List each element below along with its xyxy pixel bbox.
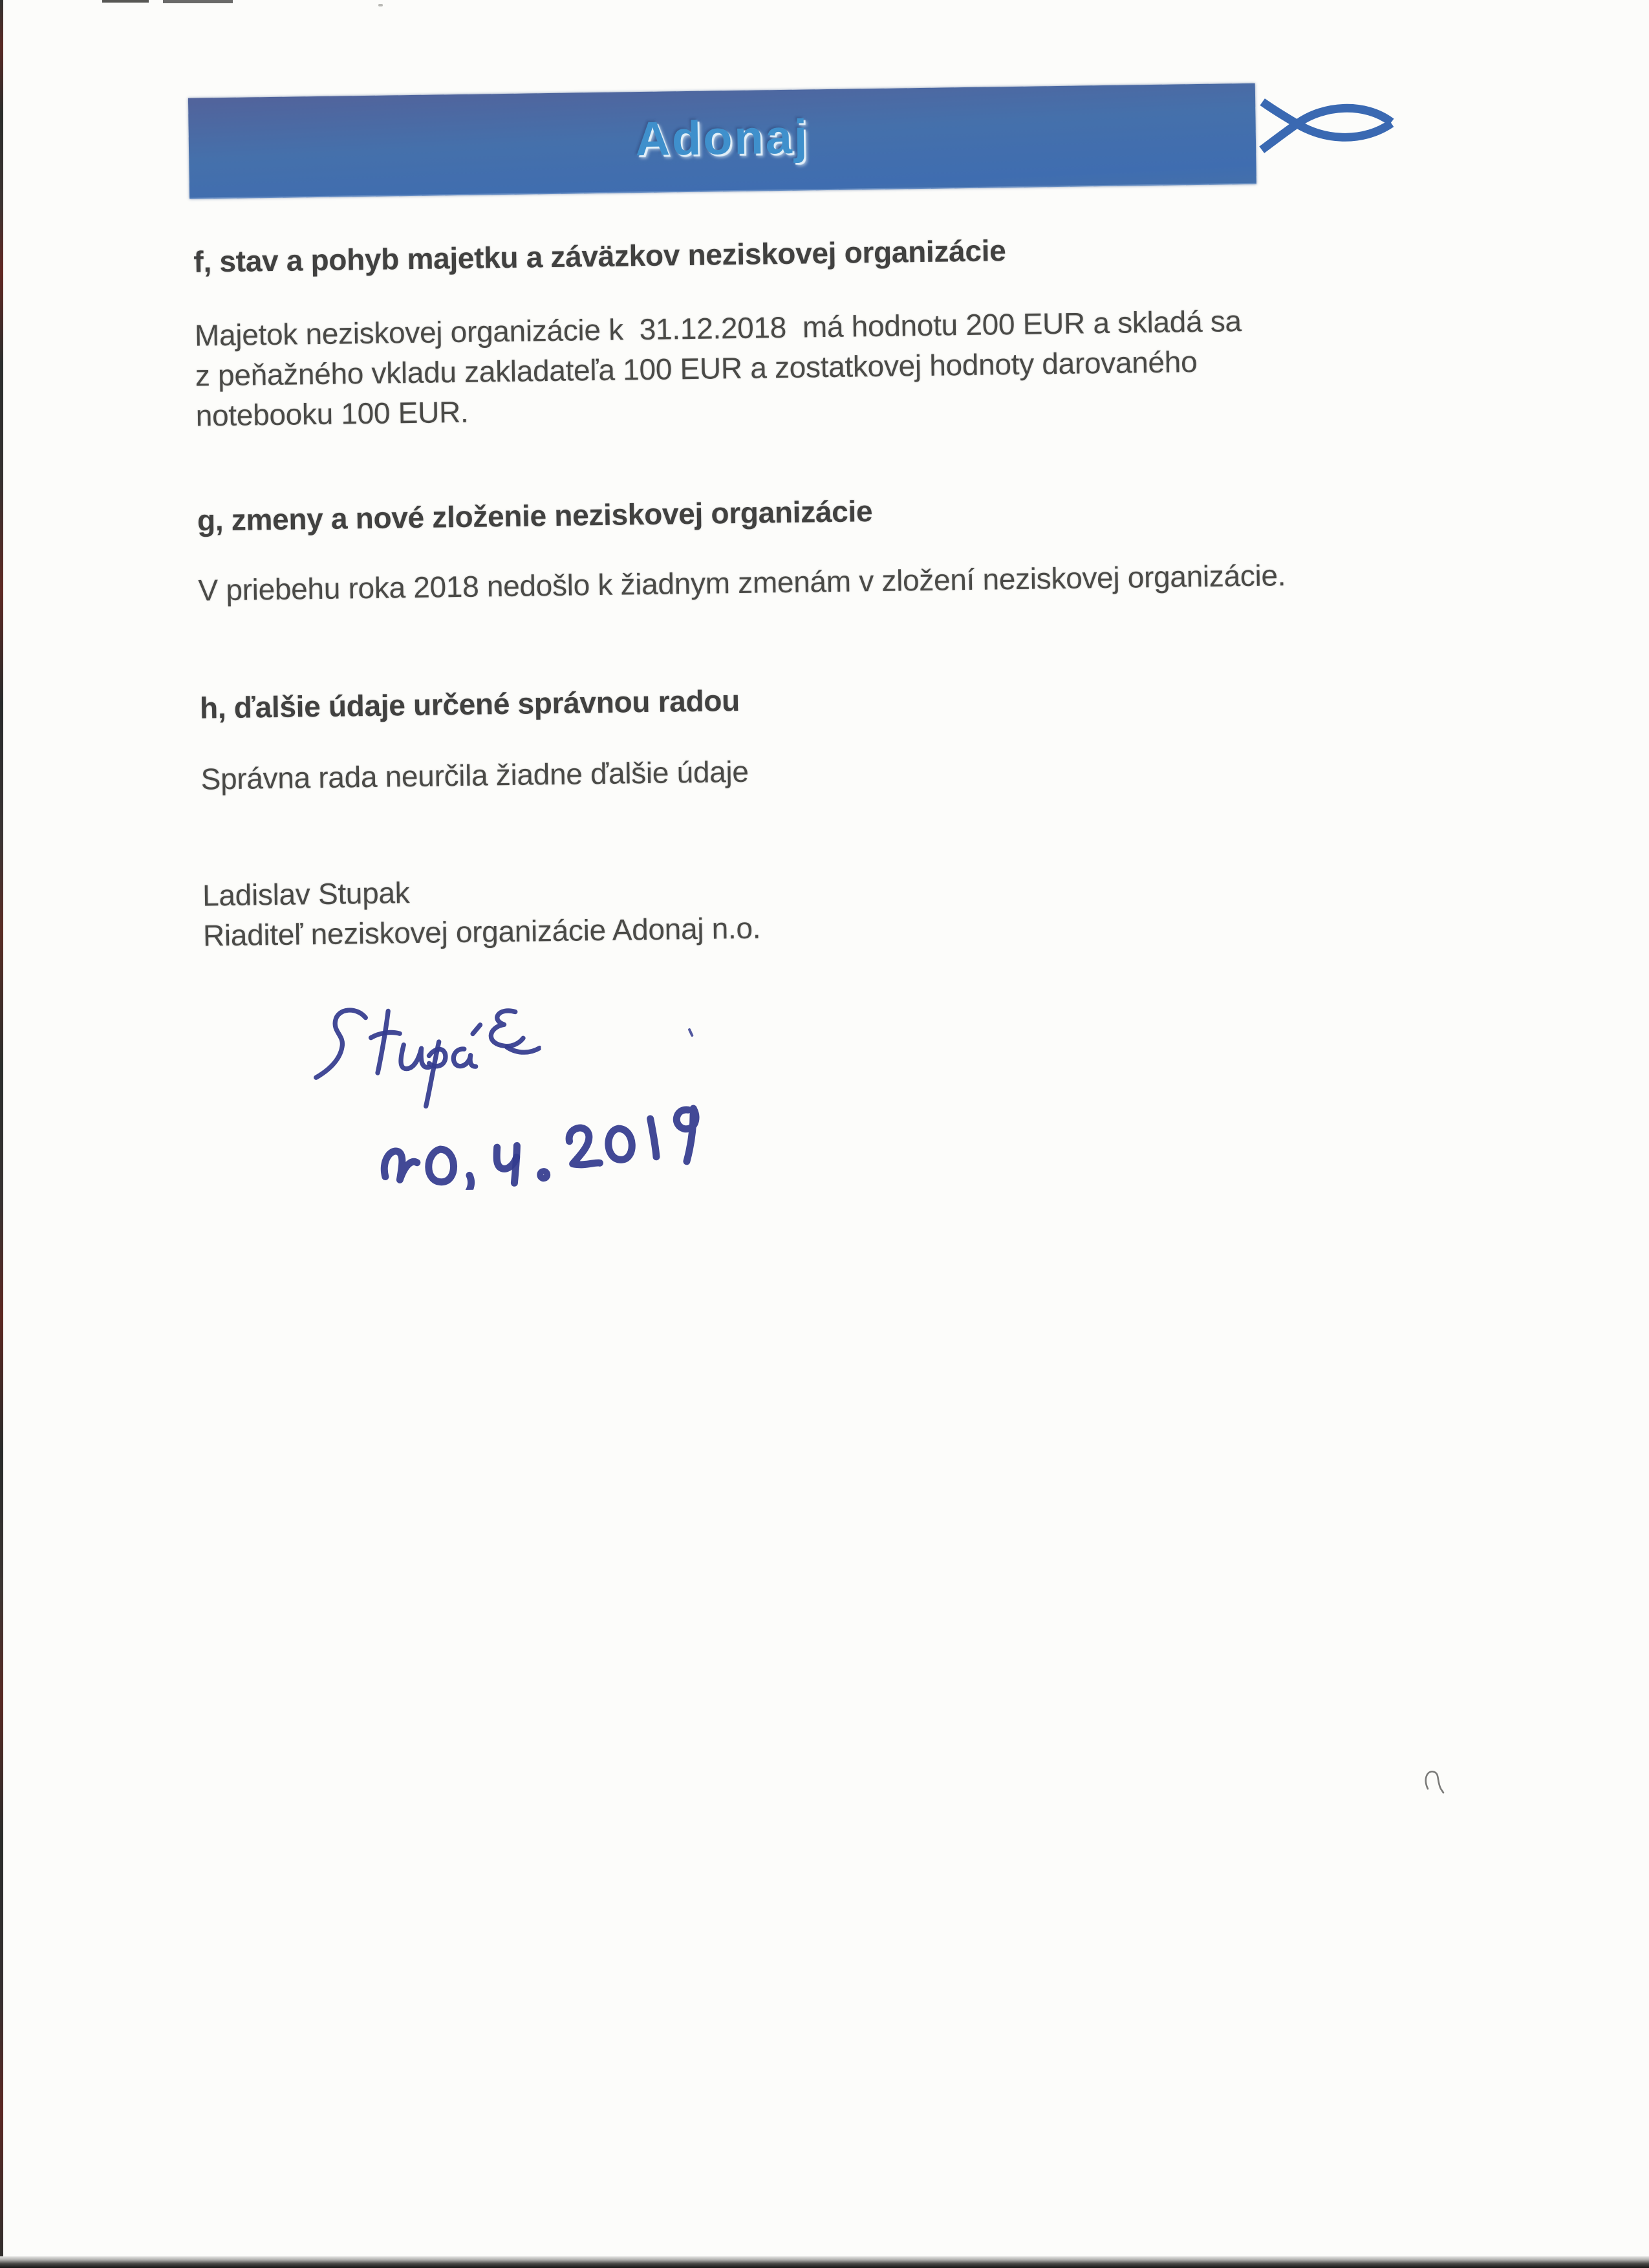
section-f-line: notebooku 100 EUR. bbox=[195, 394, 469, 433]
section-h-heading: h, ďalšie údaje určené správnou radou bbox=[199, 683, 740, 725]
section-f-line: z peňažného vkladu zakladateľa 100 EUR a zostatkovej hodnoty darovaného bbox=[195, 345, 1198, 393]
section-g-heading: g, zmeny a nové zloženie neziskovej organizácie bbox=[197, 494, 873, 537]
section-h-line: Správna rada neurčila žiadne ďalšie údaje bbox=[200, 754, 749, 796]
section-f-line: Majetok neziskovej organizácie k 31.12.2018 má hodnotu 200 EUR a skladá sa bbox=[194, 304, 1242, 352]
ink-speck bbox=[687, 1028, 695, 1038]
ichthys-fish-icon bbox=[1257, 96, 1400, 156]
scanner-left-edge-artifact bbox=[0, 0, 3, 2268]
scanner-bottom-edge-artifact bbox=[0, 2256, 1649, 2268]
section-f-heading: f, stav a pohyb majetku a záväzkov neziskovej organizácie bbox=[193, 233, 1006, 279]
scanner-top-edge-artifact bbox=[102, 0, 149, 3]
organization-title: Adonaj bbox=[634, 109, 810, 166]
section-g-line: V priebehu roka 2018 nedošlo k žiadnym zmenám v zložení neziskovej organizácie. bbox=[198, 558, 1286, 607]
signatory-name: Ladislav Stupak bbox=[202, 876, 410, 913]
handwritten-date bbox=[374, 1101, 718, 1191]
pen-scribble-mark bbox=[1420, 1766, 1449, 1798]
header-banner bbox=[188, 83, 1256, 199]
signatory-role: Riaditeľ neziskovej organizácie Adonaj n.o. bbox=[202, 911, 761, 953]
scan-speck bbox=[378, 4, 383, 6]
scanner-top-edge-artifact bbox=[163, 0, 233, 3]
